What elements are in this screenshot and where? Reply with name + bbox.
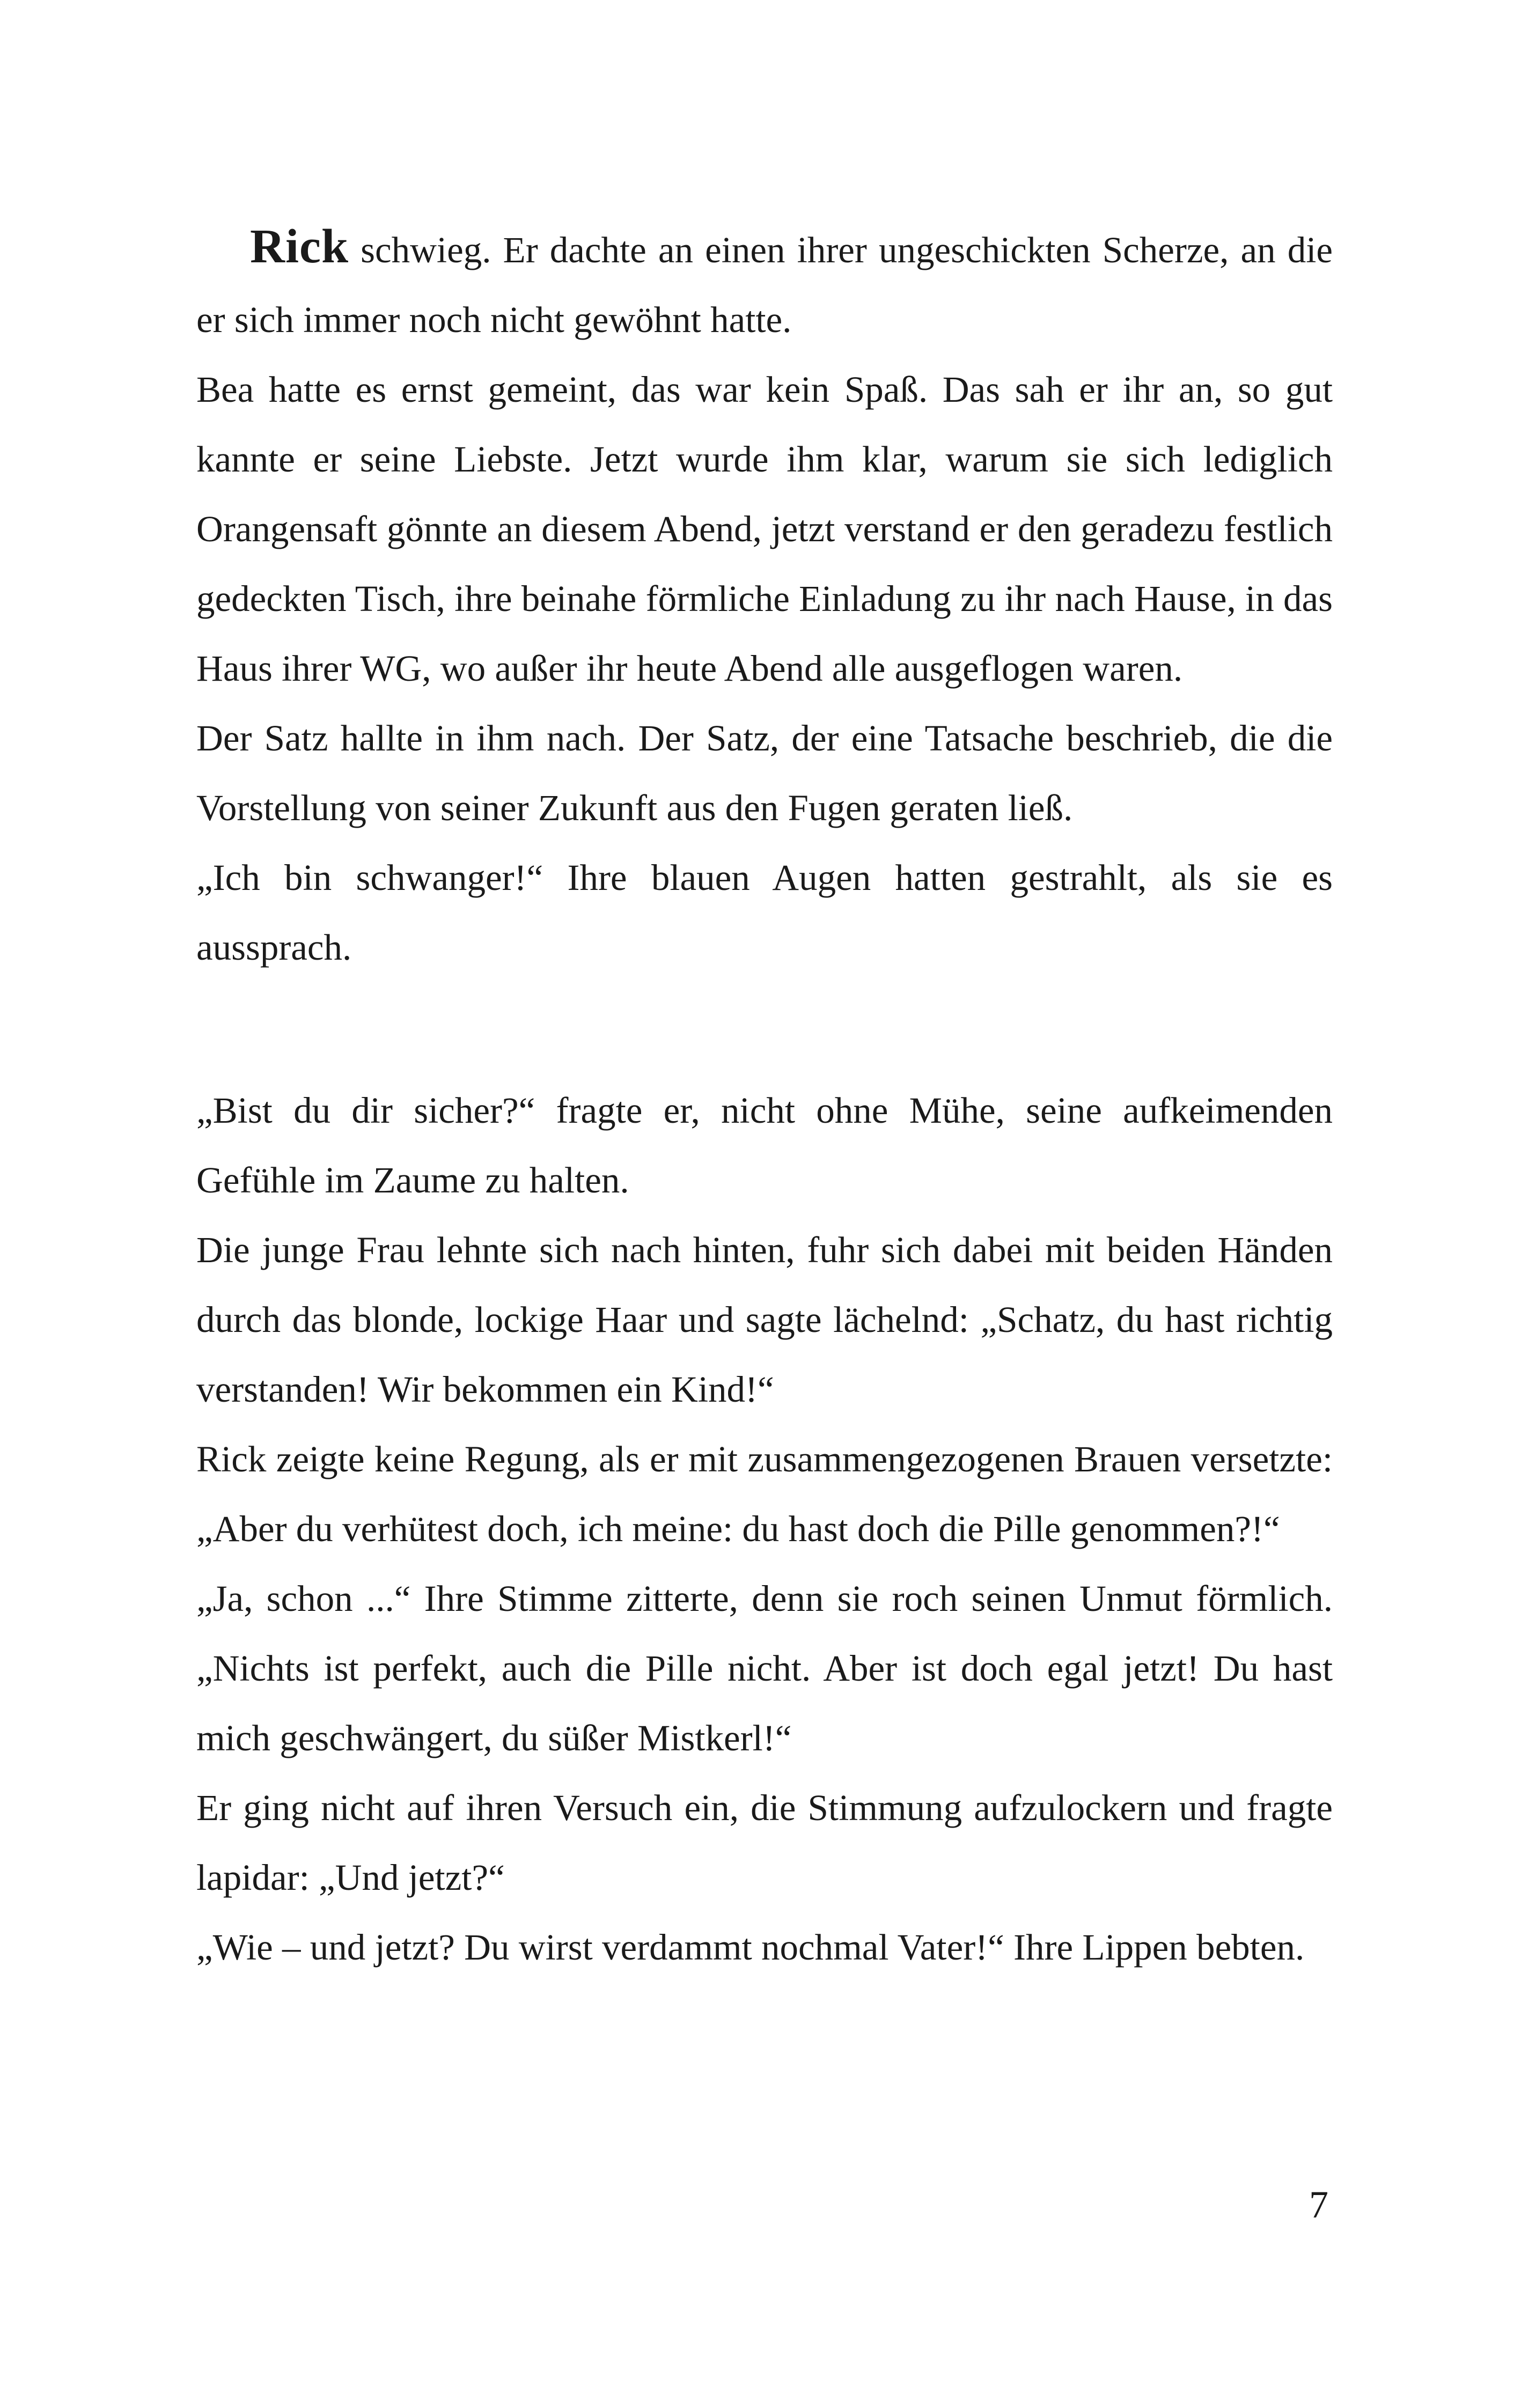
paragraph: Die junge Frau lehnte sich nach hinten, fuhr sich dabei mit beiden Händen durch das blonde, lockige Haar und sagte lächelnd: „Schatz, du hast richtig verstanden! Wir bekommen ein Kind!“ [196, 1229, 1333, 1410]
paragraph: Bea hatte es ernst gemeint, das war kein Spaß. Das sah er ihr an, so gut kannte er seine Liebste. Jetzt wurde ihm klar, warum sie sich lediglich Orangensaft gönnte an diesem Abend, jetzt verstand er den geradezu festlich gedeckten Tisch, ihre beinahe förmliche Einladung zu ihr nach Hause, in das Haus ihrer WG, wo außer ihr heute Abend alle ausgeflogen waren. [196, 369, 1333, 689]
paragraph: „Ich bin schwanger!“ Ihre blauen Augen hatten gestrahlt, als sie es aussprach. [196, 857, 1333, 968]
paragraph: „Bist du dir sicher?“ fragte er, nicht ohne Mühe, seine aufkeimenden Gefühle im Zaume zu halten. [196, 1090, 1333, 1201]
paragraph: Rick zeigte keine Regung, als er mit zusammengezogenen Brauen versetzte: „Aber du verhütest doch, ich meine: du hast doch die Pille genommen?!“ [196, 1439, 1333, 1549]
paragraph: Er ging nicht auf ihren Versuch ein, die Stimmung aufzulockern und fragte lapidar: „Und jetzt?“ [196, 1787, 1333, 1898]
paragraph: Der Satz hallte in ihm nach. Der Satz, der eine Tatsache beschrieb, die die Vorstellung von seiner Zukunft aus den Fugen geraten ließ. [196, 718, 1333, 828]
paragraph-text: schwieg. Er dachte an einen ihrer ungeschickten Scherze, an die er sich immer noch nicht gewöhnt hatte. [196, 230, 1333, 340]
text-section-first [196, 212, 1333, 982]
paragraph: „Wie – und jetzt? Du wirst verdammt nochmal Vater!“ Ihre Lippen bebten. [196, 1927, 1305, 1968]
paragraph [196, 212, 1333, 355]
text-section-second [196, 1076, 1333, 1982]
lead-word: Rick [250, 220, 349, 273]
paragraph: „Ja, schon ...“ Ihre Stimme zitterte, denn sie roch seinen Unmut förmlich. „Nichts ist perfekt, auch die Pille nicht. Aber ist doch egal jetzt! Du hast mich geschwängert, du süßer Mistkerl!“ [196, 1578, 1333, 1758]
page-number: 7 [1309, 2183, 1328, 2226]
